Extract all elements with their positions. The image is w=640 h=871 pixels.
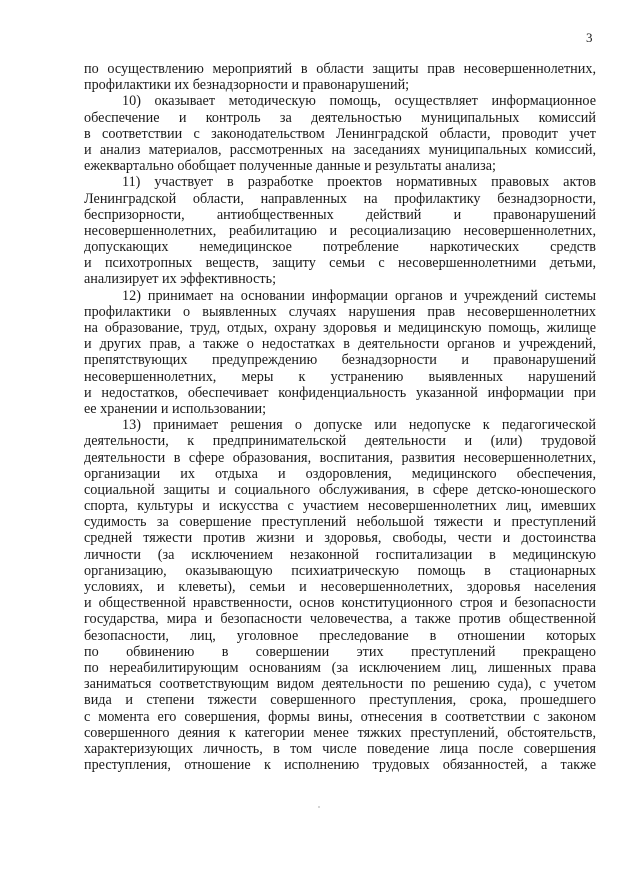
text-line: несовершеннолетних, меры к устранению выявленных нарушений <box>84 368 596 385</box>
text-line: и психотропных веществ, защиту семьи с несовершеннолетними детьми, <box>84 255 596 272</box>
text-line: ежеквартально обобщает полученные данные и результаты анализа; <box>84 158 496 175</box>
text-line: преступления, отношение к исполнению трудовых обязанностей, а также <box>84 757 596 774</box>
text-line: деятельности в сфере образования, воспитания, развития несовершеннолетних, <box>84 449 596 466</box>
text-line: анализирует их эффективность; <box>84 271 277 288</box>
text-line: в соответствии с законодательством Ленинградской области, проводит учет <box>84 125 596 142</box>
text-line: и общественной нравственности, основ конституционного строя и безопасности <box>84 595 596 612</box>
text-line: организации их отдыха и оздоровления, медицинского обеспечения, <box>84 465 596 482</box>
text-line: средней тяжести против жизни и здоровья, свободы, чести и достоинства <box>84 530 596 547</box>
page-number: 3 <box>586 30 593 45</box>
text-line: несовершеннолетних, реабилитацию и ресоциализацию несовершеннолетних, <box>84 222 596 239</box>
scan-artifact <box>318 806 320 808</box>
text-line: судимость за совершение преступлений небольшой тяжести и преступлений <box>84 514 596 531</box>
text-line: 10) оказывает методическую помощь, осуществляет информационное <box>122 93 596 110</box>
text-line: по нереабилитирующим основаниям (за исключением лиц, лишенных права <box>84 659 596 676</box>
text-line: беспризорности, антиобщественных действий и правонарушений <box>84 206 596 223</box>
text-line: заниматься соответствующим видом деятельности по решению суда), с учетом <box>84 676 596 693</box>
text-line: государства, мира и безопасности человечества, а также против общественной <box>84 611 596 628</box>
text-line: социальной защиты и социального обслуживания, в сфере детско-юношеского <box>84 481 596 498</box>
text-line: Ленинградской области, направленных на профилактику безнадзорности, <box>84 190 596 207</box>
text-line: личности (за исключением незаконной госпитализации в медицинскую <box>84 546 596 563</box>
text-line: 12) принимает на основании информации органов и учреждений системы <box>122 287 596 304</box>
text-line: профилактики их безнадзорности и правонарушений; <box>84 77 410 94</box>
text-line: по обвинению в совершении этих преступлений прекращено <box>84 643 596 660</box>
text-line: профилактики о выявленных случаях нарушения прав несовершеннолетних <box>84 303 596 320</box>
text-line: на образование, труд, отдых, охрану здоровья и медицинскую помощь, жилище <box>84 320 596 336</box>
text-line: и недостатков, обеспечивает конфиденциальность указанной информации при <box>84 384 596 401</box>
text-line: обеспечение и контроль за деятельностью муниципальных комиссий <box>84 109 596 126</box>
text-line: организацию, оказывающую психиатрическую помощь в стационарных <box>84 562 596 579</box>
text-line: ее хранении и использовании; <box>84 400 267 417</box>
text-line: и других прав, а также о недостатках в деятельности органов и учреждений, <box>84 336 596 353</box>
text-line: характеризующих личность, в том числе поведение лица после совершения <box>84 740 596 757</box>
text-line: с момента его совершения, формы вины, отнесения в соответствии с законом <box>84 708 596 725</box>
text-line: по осуществлению мероприятий в области защиты прав несовершеннолетних, <box>84 61 596 77</box>
text-line: допускающих немедицинское потребление наркотических средств <box>84 239 596 256</box>
text-line: 13) принимает решения о допуске или недопуске к педагогической <box>122 417 596 434</box>
text-line: 11) участвует в разработке проектов нормативных правовых актов <box>122 174 596 191</box>
text-line: и анализ материалов, рассмотренных на заседаниях муниципальных комиссий, <box>84 141 596 158</box>
document-body <box>84 61 596 773</box>
text-line: безопасности, лиц, уголовное преследование в отношении которых <box>84 627 596 644</box>
text-line: препятствующих предупреждению безнадзорности и правонарушений <box>84 352 596 369</box>
text-line: условиях, и клеветы), семьи и несовершеннолетних, здоровья населения <box>84 579 596 595</box>
text-line: вида и степени тяжести совершенного преступления, срока, прошедшего <box>84 692 596 709</box>
text-line: спорта, культуры и искусства с участием несовершеннолетних лиц, имевших <box>84 498 596 515</box>
text-line: совершенного деяния к категории менее тяжких преступлений, обстоятельств, <box>84 724 596 741</box>
text-line: деятельности, к предпринимательской деятельности и (или) трудовой <box>84 433 596 450</box>
